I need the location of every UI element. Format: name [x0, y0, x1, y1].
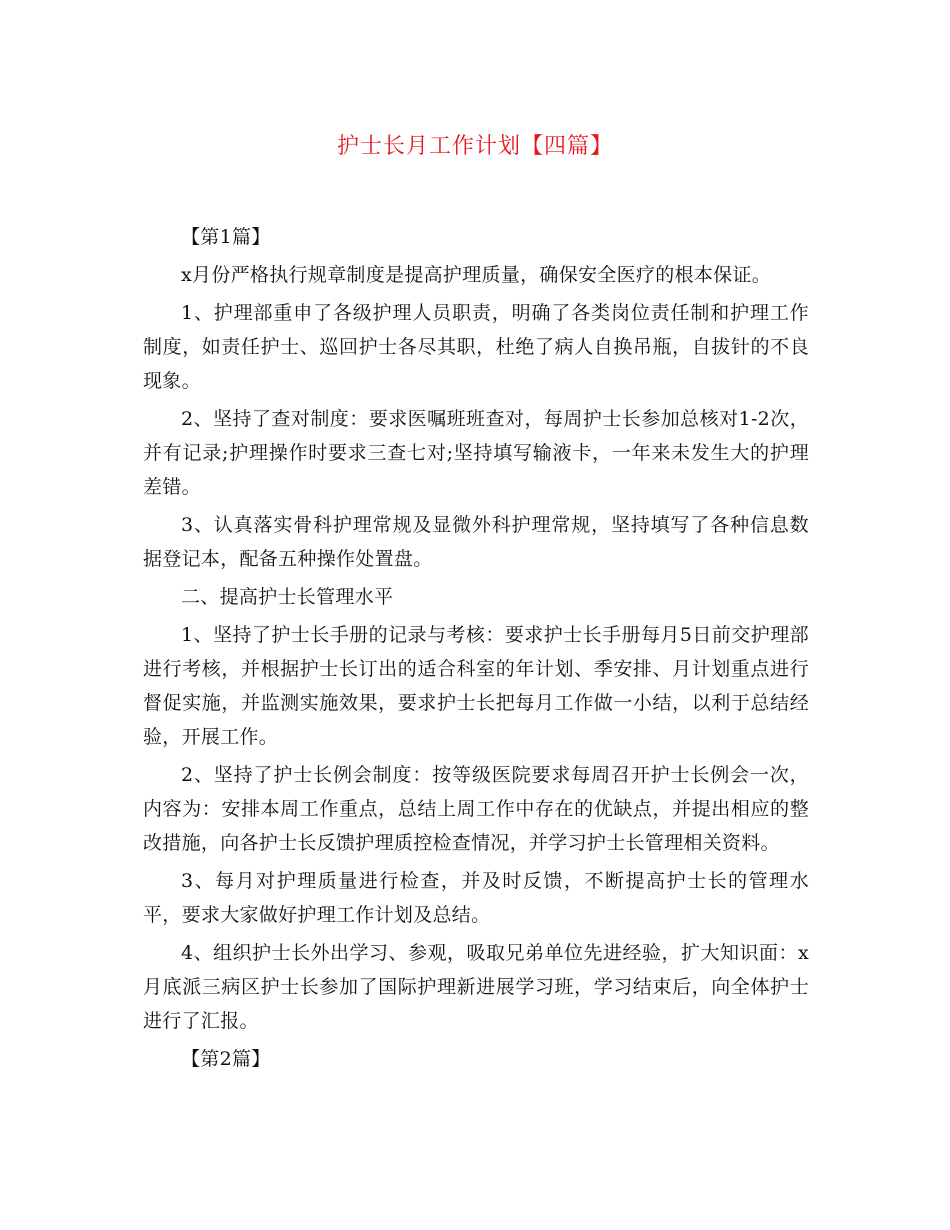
section-subheading-2: 二、提高护士长管理水平	[181, 586, 394, 608]
paragraph-item-2-3: 3、每月对护理质量进行检查，并及时反馈，不断提高护士长的管理水平，要求大家做好护理工作计划及总结。	[143, 870, 809, 926]
paragraph-item-2-4: 4、组织护士长外出学习、参观，吸取兄弟单位先进经验，扩大知识面：x月底派三病区护士长参加了国际护理新进展学习班，学习结束后，向全体护士进行了汇报。	[143, 942, 809, 1032]
paragraph-item-3: 3、认真落实骨科护理常规及显微外科护理常规，坚持填写了各种信息数据登记本，配备五种操作处置盘。	[143, 514, 809, 570]
paragraph-item-2-1: 1、坚持了护士长手册的记录与考核：要求护士长手册每月5日前交护理部进行考核，并根据护士长订出的适合科室的年计划、季安排、月计划重点进行督促实施，并监测实施效果，要求护士长把每月工作做一小结，以利于总结经验，开展工作。	[143, 624, 809, 748]
document-body	[143, 220, 809, 1080]
document-title: 护士长月工作计划【四篇】	[336, 134, 613, 159]
paragraph-item-2: 2、坚持了查对制度：要求医嘱班班查对，每周护士长参加总核对1-2次，并有记录;护理操作时要求三查七对;坚持填写输液卡，一年来未发生大的护理差错。	[143, 408, 809, 498]
paragraph-item-1: 1、护理部重申了各级护理人员职责，明确了各类岗位责任制和护理工作制度，如责任护士、巡回护士各尽其职，杜绝了病人自换吊瓶，自拔针的不良现象。	[143, 302, 809, 392]
paragraph-intro: x月份严格执行规章制度是提高护理质量，确保安全医疗的根本保证。	[181, 264, 772, 286]
section-heading-part-2: 【第2篇】	[181, 1048, 271, 1070]
section-heading-part-1: 【第1篇】	[181, 226, 271, 248]
paragraph-item-2-2: 2、坚持了护士长例会制度：按等级医院要求每周召开护士长例会一次，内容为：安排本周工作重点，总结上周工作中存在的优缺点，并提出相应的整改措施，向各护士长反馈护理质控检查情况，并学习护士长管理相关资料。	[143, 764, 809, 854]
